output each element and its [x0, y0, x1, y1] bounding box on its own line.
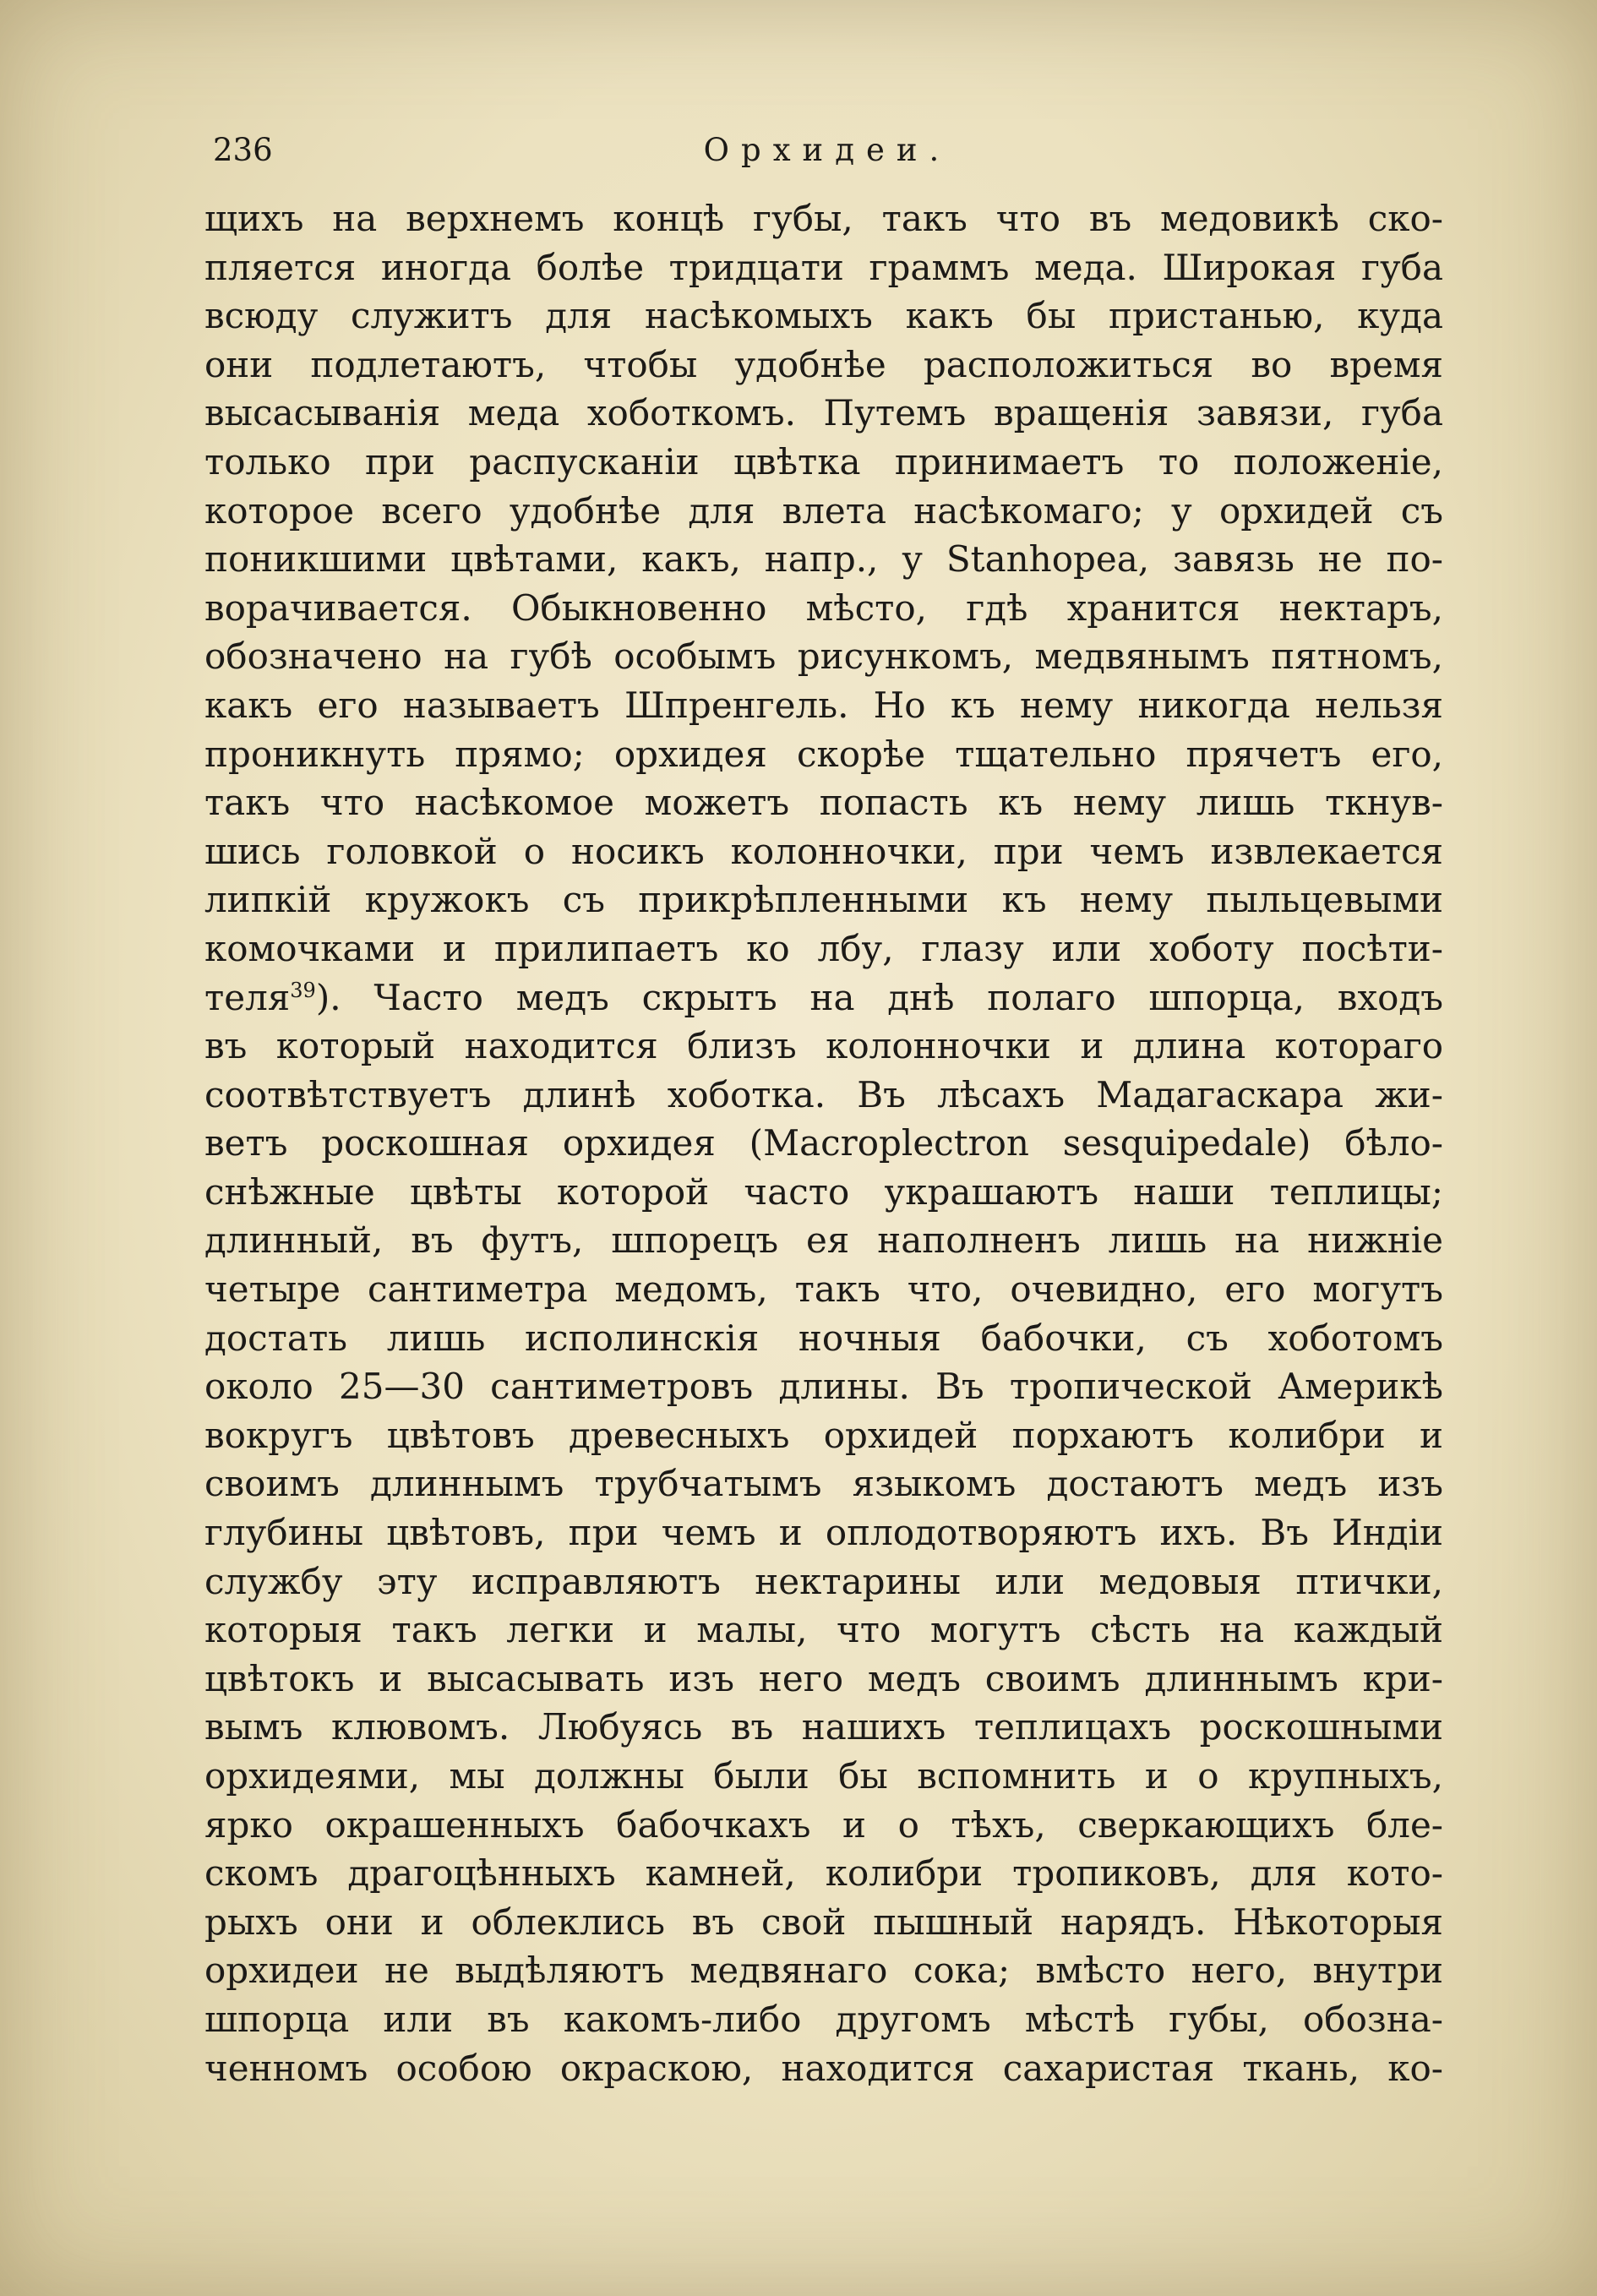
text-line: орхидеями, мы должны были бы вспомнить и о крупныхъ, [204, 1755, 1443, 1797]
text-line-with-footnote [204, 973, 1443, 1023]
text-line: достать лишь исполинскія ночныя бабочки, съ хоботомъ [204, 1317, 1443, 1359]
text-line: пляется иногда болѣе тридцати граммъ меда. Широкая губа [204, 246, 1443, 288]
text-line: обозначено на губѣ особымъ рисункомъ, медвянымъ пятномъ, [204, 635, 1443, 678]
running-title: Орхидеи. [703, 132, 951, 168]
text-line: длинный, въ футъ, шпорецъ ея наполненъ лишь на нижніе [204, 1219, 1443, 1262]
footnote-marker[interactable]: 39 [290, 978, 316, 1002]
text-line: глубины цвѣтовъ, при чемъ и оплодотворяютъ ихъ. Въ Индіи [204, 1512, 1443, 1554]
text-line: рыхъ они и облеклись въ свой пышный нарядъ. Нѣкоторыя [204, 1901, 1443, 1943]
text-line: своимъ длиннымъ трубчатымъ языкомъ достаютъ медъ изъ [204, 1463, 1443, 1505]
text-line: всюду служитъ для насѣкомыхъ какъ бы пристанью, куда [204, 295, 1443, 337]
text-line: щихъ на верхнемъ концѣ губы, такъ что въ медовикѣ ско- [204, 198, 1443, 239]
text-line: ветъ роскошная орхидея (Macroplectron sesquipedale) бѣло- [204, 1122, 1443, 1164]
line-rest: ). Часто медъ скрытъ на днѣ полаго шпорца, входъ [315, 976, 1443, 1018]
text-line: комочками и прилипаетъ ко лбу, глазу или хоботу посѣти- [204, 927, 1443, 969]
text-line: которое всего удобнѣе для влета насѣкомаго; у орхидей съ [204, 489, 1443, 532]
text-line: въ который находится близъ колонночки и длина котораго [204, 1025, 1443, 1067]
text-line: высасыванія меда хоботкомъ. Путемъ вращенія завязи, губа [204, 392, 1443, 434]
text-line: ярко окрашенныхъ бабочкахъ и о тѣхъ, сверкающихъ бле- [204, 1803, 1443, 1846]
text-line: четыре сантиметра медомъ, такъ что, очевидно, его могутъ [204, 1268, 1443, 1311]
text-line: ченномъ особою окраскою, находится сахаристая ткань, ко- [204, 2047, 1443, 2089]
text-line: службу эту исправляютъ нектарины или медовыя птички, [204, 1560, 1443, 1602]
text-line: около 25—30 сантиметровъ длины. Въ тропической Америкѣ [204, 1366, 1443, 1408]
text-line: какъ его называетъ Шпренгель. Но къ нему никогда нельзя [204, 684, 1443, 726]
page-number: 236 [213, 132, 273, 168]
text-line: цвѣтокъ и высасывать изъ него медъ своимъ длиннымъ кри- [204, 1657, 1443, 1699]
text-line: шпорца или въ какомъ-либо другомъ мѣстѣ губы, обозна- [204, 1998, 1443, 2040]
line-start: теля [204, 976, 291, 1018]
text-line: орхидеи не выдѣляютъ медвянаго сока; вмѣсто него, внутри [204, 1950, 1443, 1992]
text-line: вымъ клювомъ. Любуясь въ нашихъ теплицахъ роскошными [204, 1706, 1443, 1748]
page-header [208, 125, 1447, 176]
text-line: проникнуть прямо; орхидея скорѣе тщательно прячетъ его, [204, 733, 1443, 775]
text-line: липкій кружокъ съ прикрѣпленными къ нему пыльцевыми [204, 879, 1443, 921]
text-line: скомъ драгоцѣнныхъ камней, колибри тропиковъ, для кото- [204, 1852, 1443, 1895]
text-line: ворачивается. Обыкновенно мѣсто, гдѣ хранится нектаръ, [204, 586, 1443, 629]
text-line: которыя такъ легки и малы, что могутъ сѣсть на каждый [204, 1609, 1443, 1651]
text-line: поникшими цвѣтами, какъ, напр., у Stanhopea, завязь не по- [204, 538, 1443, 581]
body-text [204, 194, 1443, 2092]
text-line: вокругъ цвѣтовъ древесныхъ орхидей порхаютъ колибри и [204, 1414, 1443, 1456]
text-line: соотвѣтствуетъ длинѣ хоботка. Въ лѣсахъ Мадагаскара жи- [204, 1073, 1443, 1115]
text-line: такъ что насѣкомое можетъ попасть къ нему лишь ткнув- [204, 782, 1443, 824]
text-line: снѣжные цвѣты которой часто украшаютъ наши теплицы; [204, 1170, 1443, 1213]
text-line: только при распусканіи цвѣтка принимаетъ то положеніе, [204, 440, 1443, 483]
text-line: они подлетаютъ, чтобы удобнѣе расположиться во время [204, 343, 1443, 385]
text-line: шись головкой о носикъ колонночки, при чемъ извлекается [204, 830, 1443, 872]
